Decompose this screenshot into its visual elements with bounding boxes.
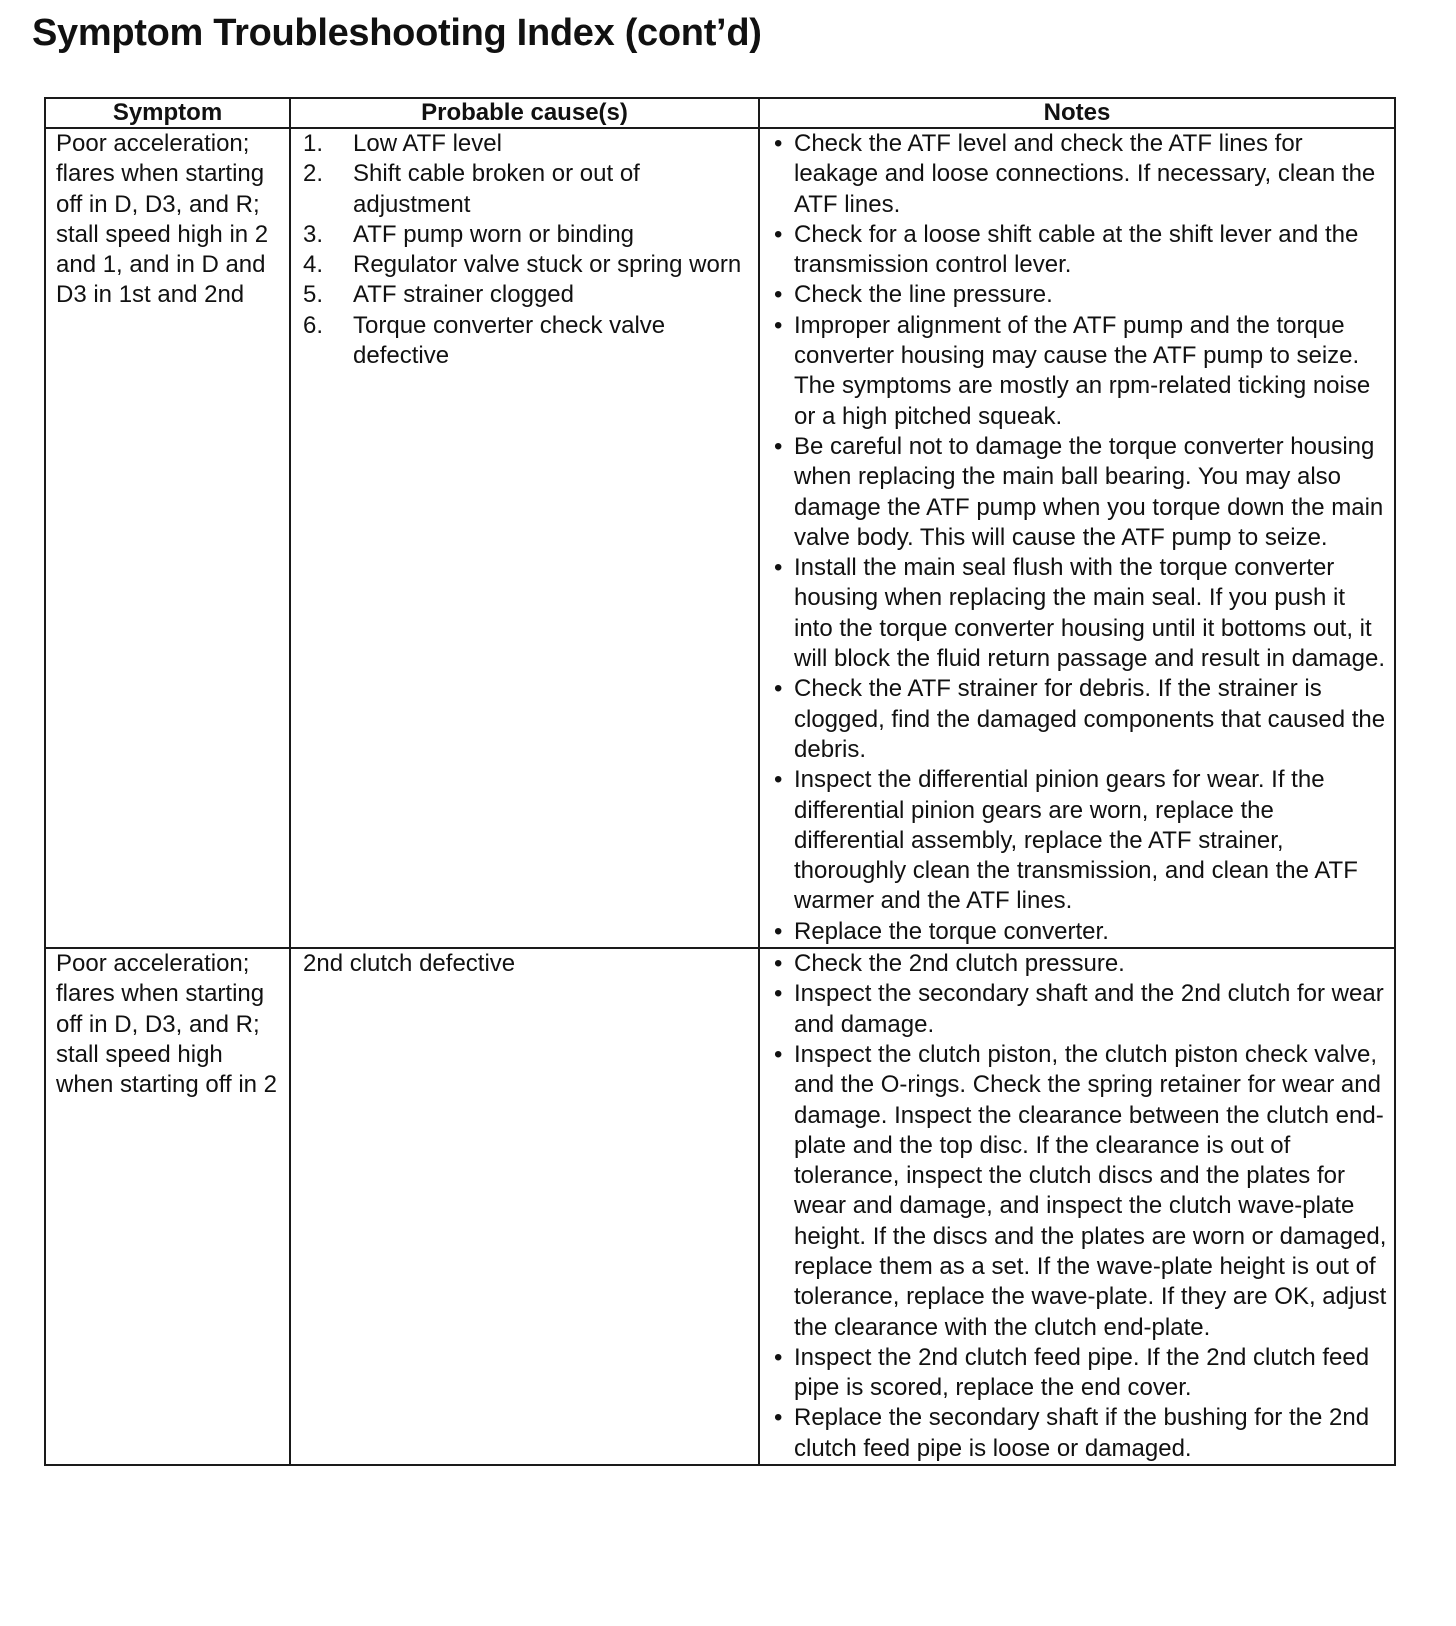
cause-item — [301, 250, 752, 280]
cause-text: Shift cable broken or out of adjustment — [353, 160, 640, 218]
bullet-icon: • — [774, 917, 783, 945]
note-text: Inspect the clutch piston, the clutch piston check valve, and the O-rings. Check the spring retainer for wear and damage. Inspect the clearance between the clutch end-plate and the top disc. If the clearance is out of tolerance, inspect the clutch discs and the plates for wear and damage, and inspect the clutch wave-plate height. If the discs and the plates are worn or damaged, replace them as a set. If the wave-plate height is out of tolerance, replace the wave-plate. If they are OK, adjust the clearance with the clutch end-plate. — [794, 1040, 1387, 1341]
note-item — [770, 765, 1388, 916]
cause-item — [301, 311, 752, 372]
note-item — [770, 311, 1388, 432]
page-title: Symptom Troubleshooting Index (cont’d) — [32, 12, 762, 54]
cause-text: 2nd clutch defective — [303, 950, 516, 978]
note-item — [770, 1343, 1388, 1404]
note-text: Check the ATF strainer for debris. If the strainer is clogged, find the damaged components that caused the debris. — [794, 675, 1386, 763]
note-text: Be careful not to damage the torque converter housing when replacing the main ball bearing. You may also damage the ATF pump when you torque down the main valve body. This will cause the ATF pump to seize. — [794, 432, 1384, 551]
bullet-icon: • — [774, 220, 783, 248]
note-item — [770, 917, 1388, 947]
note-text: Inspect the secondary shaft and the 2nd clutch for wear and damage. — [794, 980, 1384, 1038]
cause-number: 5. — [303, 281, 324, 309]
header-symptom: Symptom — [45, 98, 290, 128]
troubleshooting-table — [44, 97, 1396, 1466]
cause-item — [301, 159, 752, 220]
note-text: Check the line pressure. — [794, 281, 1053, 309]
cause-item — [301, 280, 752, 310]
bullet-icon: • — [774, 130, 783, 157]
cause-number: 2. — [303, 160, 324, 188]
cause-text: Low ATF level — [353, 130, 502, 157]
note-item — [770, 553, 1388, 674]
causes-cell — [290, 948, 759, 1465]
cause-number: 3. — [303, 220, 324, 248]
notes-list — [770, 949, 1388, 1464]
note-text: Replace the secondary shaft if the bushing for the 2nd clutch feed pipe is loose or damaged. — [794, 1404, 1370, 1462]
note-text: Replace the torque converter. — [794, 917, 1109, 945]
bullet-icon: • — [774, 950, 783, 978]
note-text: Inspect the differential pinion gears for wear. If the differential pinion gears are worn, replace the differential assembly, replace the ATF strainer, thoroughly clean the transmission, and clean the ATF warmer and the ATF lines. — [794, 766, 1358, 915]
header-notes: Notes — [759, 98, 1395, 128]
note-item — [770, 949, 1388, 979]
bullet-icon: • — [774, 281, 783, 309]
table-row — [45, 128, 1395, 948]
bullet-icon: • — [774, 1040, 783, 1068]
cause-item — [301, 220, 752, 250]
causes-cell — [290, 128, 759, 948]
note-item — [770, 220, 1388, 281]
bullet-icon: • — [774, 980, 783, 1008]
bullet-icon: • — [774, 432, 783, 460]
cause-text: ATF strainer clogged — [353, 281, 574, 309]
note-item — [770, 674, 1388, 765]
cause-text: Torque converter check valve defective — [353, 311, 666, 370]
note-item — [770, 1040, 1388, 1343]
bullet-icon: • — [774, 554, 783, 582]
header-probable-causes: Probable cause(s) — [290, 98, 759, 128]
cause-number: 1. — [303, 130, 324, 157]
note-item — [770, 280, 1388, 310]
bullet-icon: • — [774, 1404, 783, 1432]
cause-text: Regulator valve stuck or spring worn — [353, 251, 742, 279]
cause-item — [301, 129, 752, 159]
note-item — [770, 979, 1388, 1040]
note-text: Install the main seal flush with the torque converter housing when replacing the main seal. If you push it into the torque converter housing until it bottoms out, it will block the fluid return passage and result in damage. — [794, 554, 1385, 673]
table-row — [45, 948, 1395, 1465]
note-item — [770, 432, 1388, 553]
bullet-icon: • — [774, 675, 783, 703]
cause-number: 6. — [303, 311, 324, 339]
notes-cell — [759, 128, 1395, 948]
notes-list — [770, 129, 1388, 947]
note-text: Check for a loose shift cable at the shift lever and the transmission control lever. — [794, 220, 1359, 279]
bullet-icon: • — [774, 766, 783, 794]
symptom-cell: Poor acceleration; flares when starting off in D, D3, and R; stall speed high when starting off in 2 — [45, 948, 290, 1465]
cause-number: 4. — [303, 251, 324, 279]
bullet-icon: • — [774, 311, 783, 339]
table-header-row — [45, 98, 1395, 128]
note-text: Improper alignment of the ATF pump and the torque converter housing may cause the ATF pump to seize. The symptoms are mostly an rpm-related ticking noise or a high pitched squeak. — [794, 311, 1371, 430]
note-text: Inspect the 2nd clutch feed pipe. If the 2nd clutch feed pipe is scored, replace the end cover. — [794, 1343, 1370, 1402]
note-text: Check the 2nd clutch pressure. — [794, 950, 1125, 978]
bullet-icon: • — [774, 1343, 783, 1371]
note-item — [770, 129, 1388, 220]
note-text: Check the ATF level and check the ATF lines for leakage and loose connections. If necessary, clean the ATF lines. — [794, 130, 1376, 218]
note-item — [770, 1403, 1388, 1464]
causes-list — [301, 129, 752, 371]
notes-cell — [759, 948, 1395, 1465]
cause-text: ATF pump worn or binding — [353, 220, 635, 248]
symptom-cell: Poor acceleration; flares when starting off in D, D3, and R; stall speed high in 2 and 1, and in D and D3 in 1st and 2nd — [45, 128, 290, 948]
